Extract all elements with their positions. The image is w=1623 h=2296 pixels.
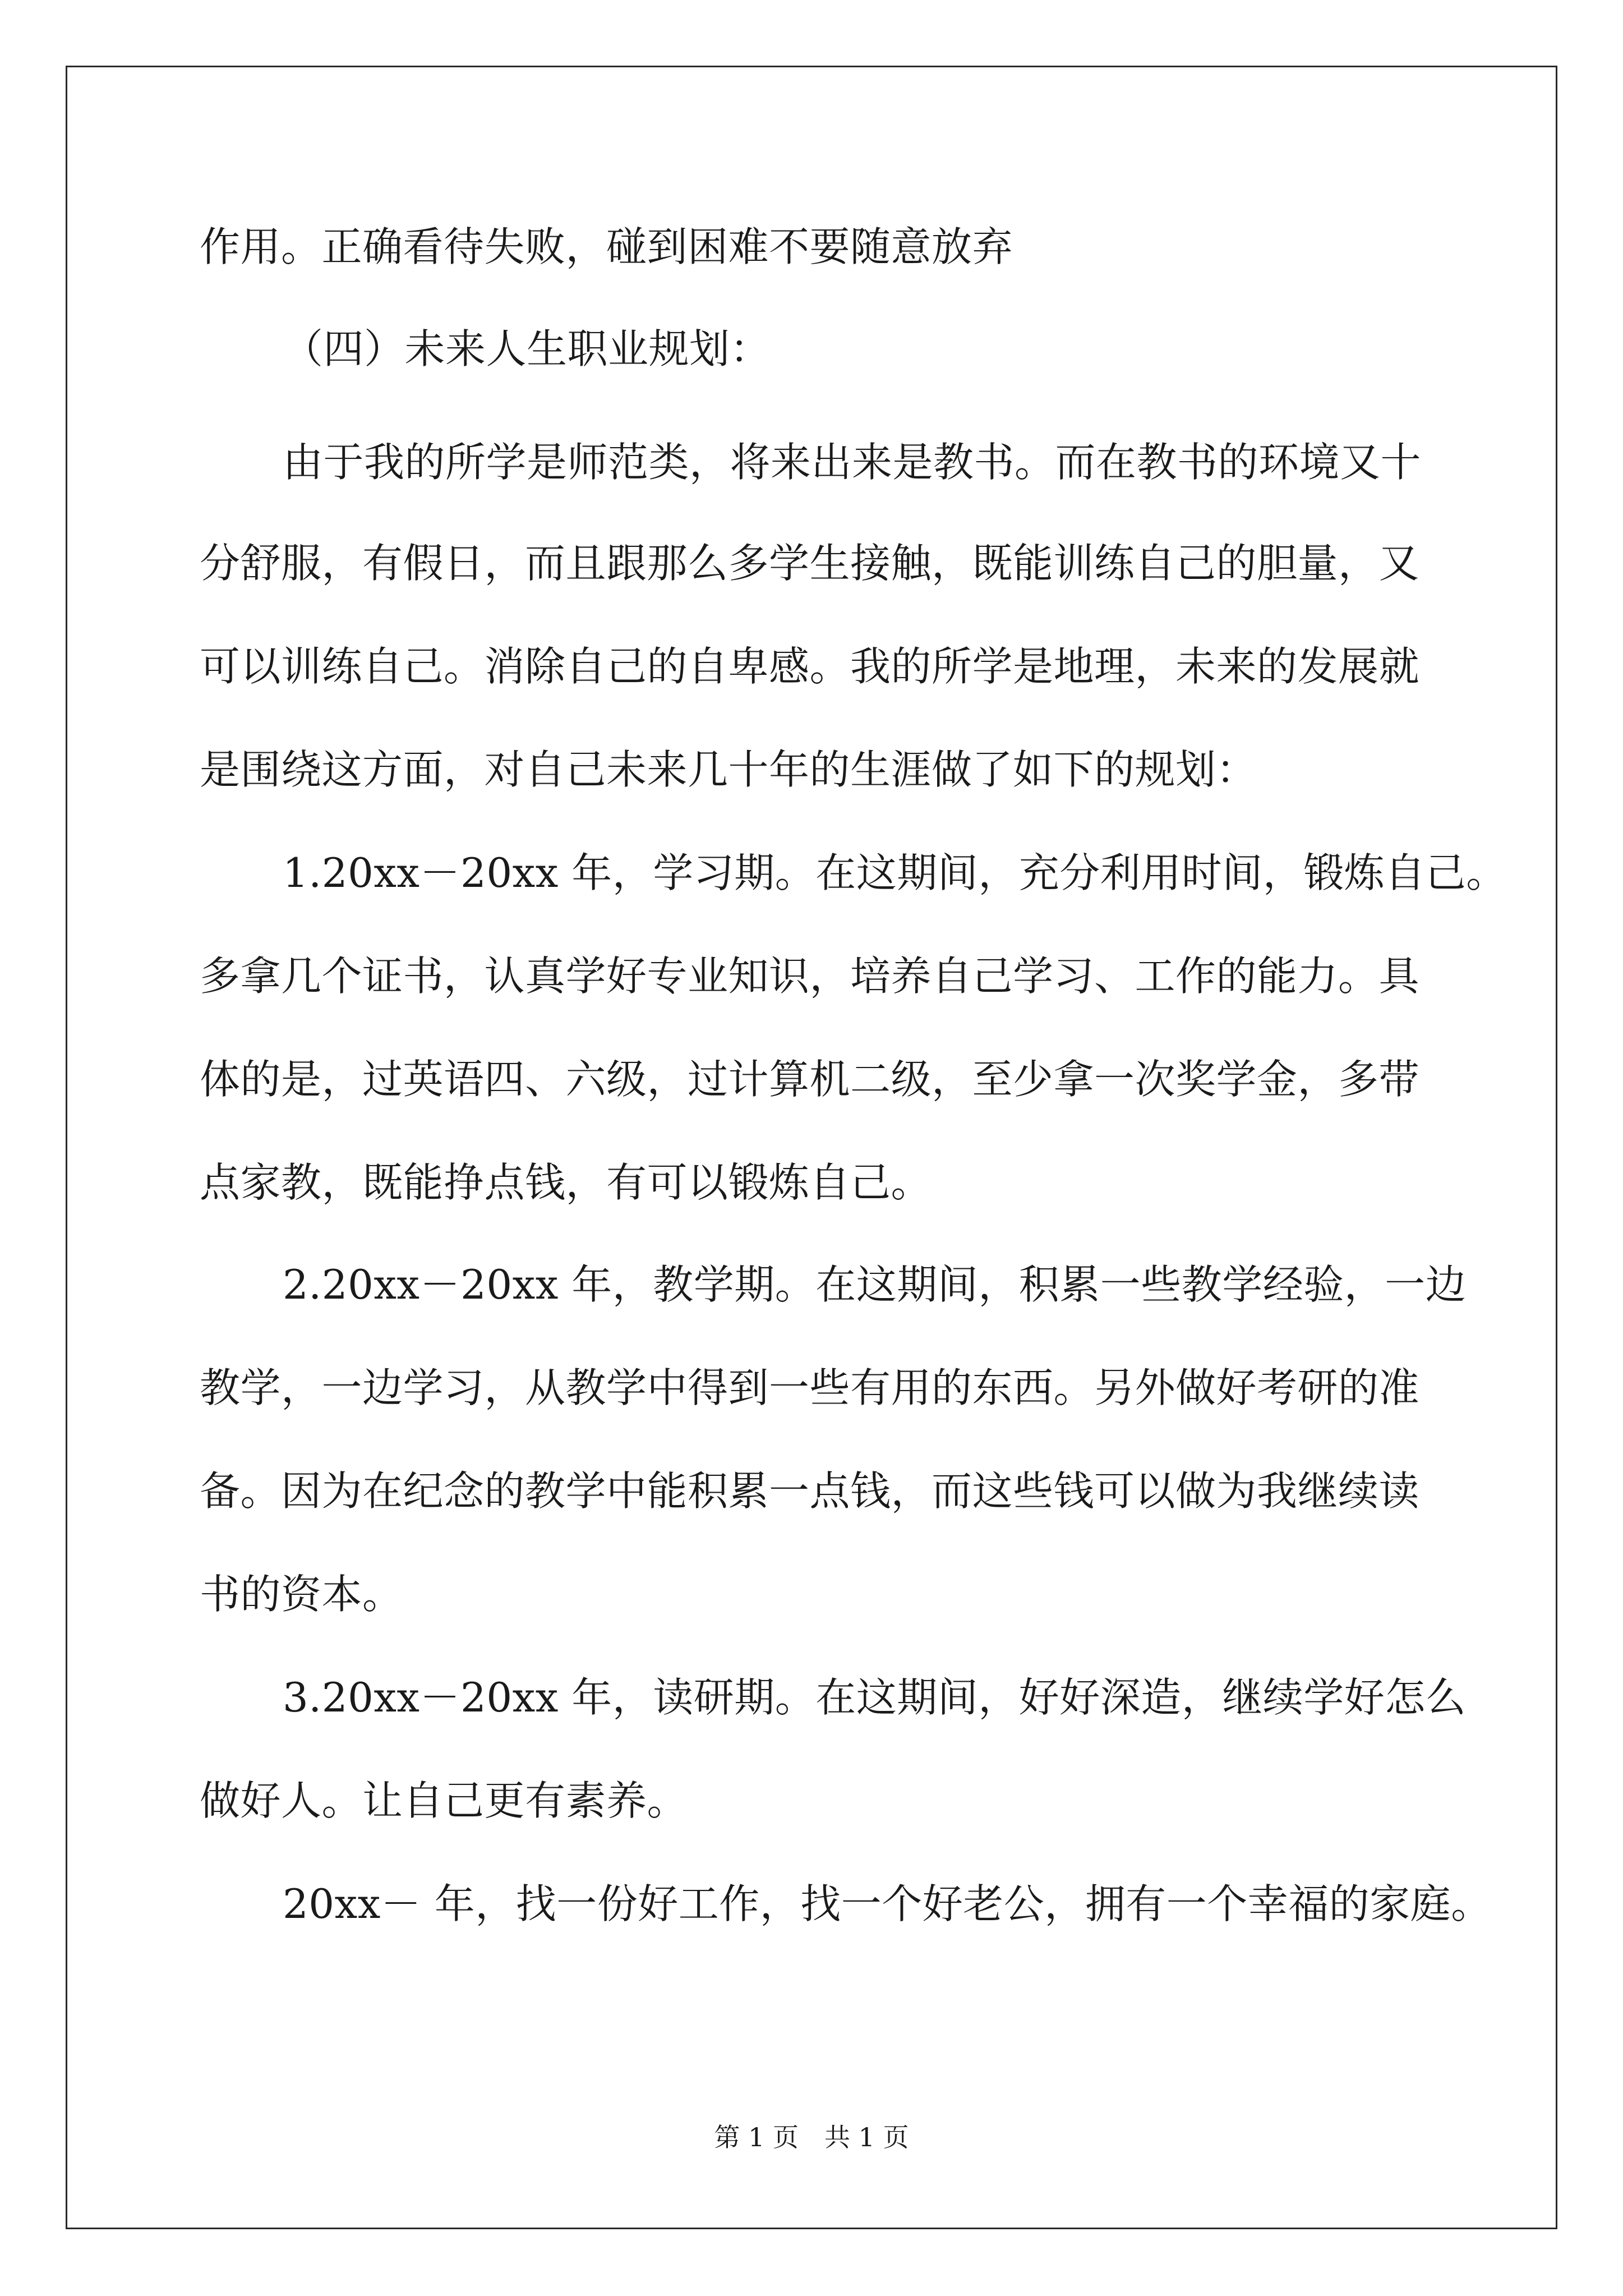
text-line-15: 3.20xx－20xx 年，读研期。在这期间，好好深造，继续学好怎么 [283,1674,1467,1721]
text-line-4: 分舒服，有假日，而且跟那么多学生接触，既能训练自己的胆量，又 [200,540,1420,587]
text-line-13: 备。因为在纪念的教学中能积累一点钱，而这些钱可以做为我继续读 [200,1467,1420,1515]
text-line-12: 教学，一边学习，从教学中得到一些有用的东西。另外做好考研的准 [200,1364,1420,1411]
text-line-7: 1.20xx－20xx 年，学习期。在这期间，充分利用时间，锻炼自己。 [283,849,1507,896]
section-heading: （四）未来人生职业规划： [283,325,771,372]
text-line-17: 20xx－ 年，找一份好工作，找一个好老公，拥有一个幸福的家庭。 [283,1880,1492,1927]
text-line-9: 体的是，过英语四、六级，过计算机二级，至少拿一次奖学金，多带 [200,1056,1420,1103]
text-line-3: 由于我的所学是师范类，将来出来是教书。而在教书的环境又十 [283,439,1422,486]
text-line-8: 多拿几个证书，认真学好专业知识，培养自己学习、工作的能力。具 [200,953,1420,1000]
text-line-6: 是围绕这方面，对自己未来几十年的生涯做了如下的规划： [200,746,1257,793]
text-line-16: 做好人。让自己更有素养。 [200,1777,688,1824]
text-line-5: 可以训练自己。消除自己的自卑感。我的所学是地理，未来的发展就 [200,643,1420,690]
text-line-1: 作用。正确看待失败，碰到困难不要随意放弃 [200,223,1013,270]
page-number-footer: 第 1 页 共 1 页 [714,2122,909,2152]
text-line-11: 2.20xx－20xx 年，教学期。在这期间，积累一些教学经验，一边 [283,1261,1467,1308]
text-line-10: 点家教，既能挣点钱，有可以锻炼自己。 [200,1159,932,1206]
text-line-14: 书的资本。 [200,1571,403,1618]
